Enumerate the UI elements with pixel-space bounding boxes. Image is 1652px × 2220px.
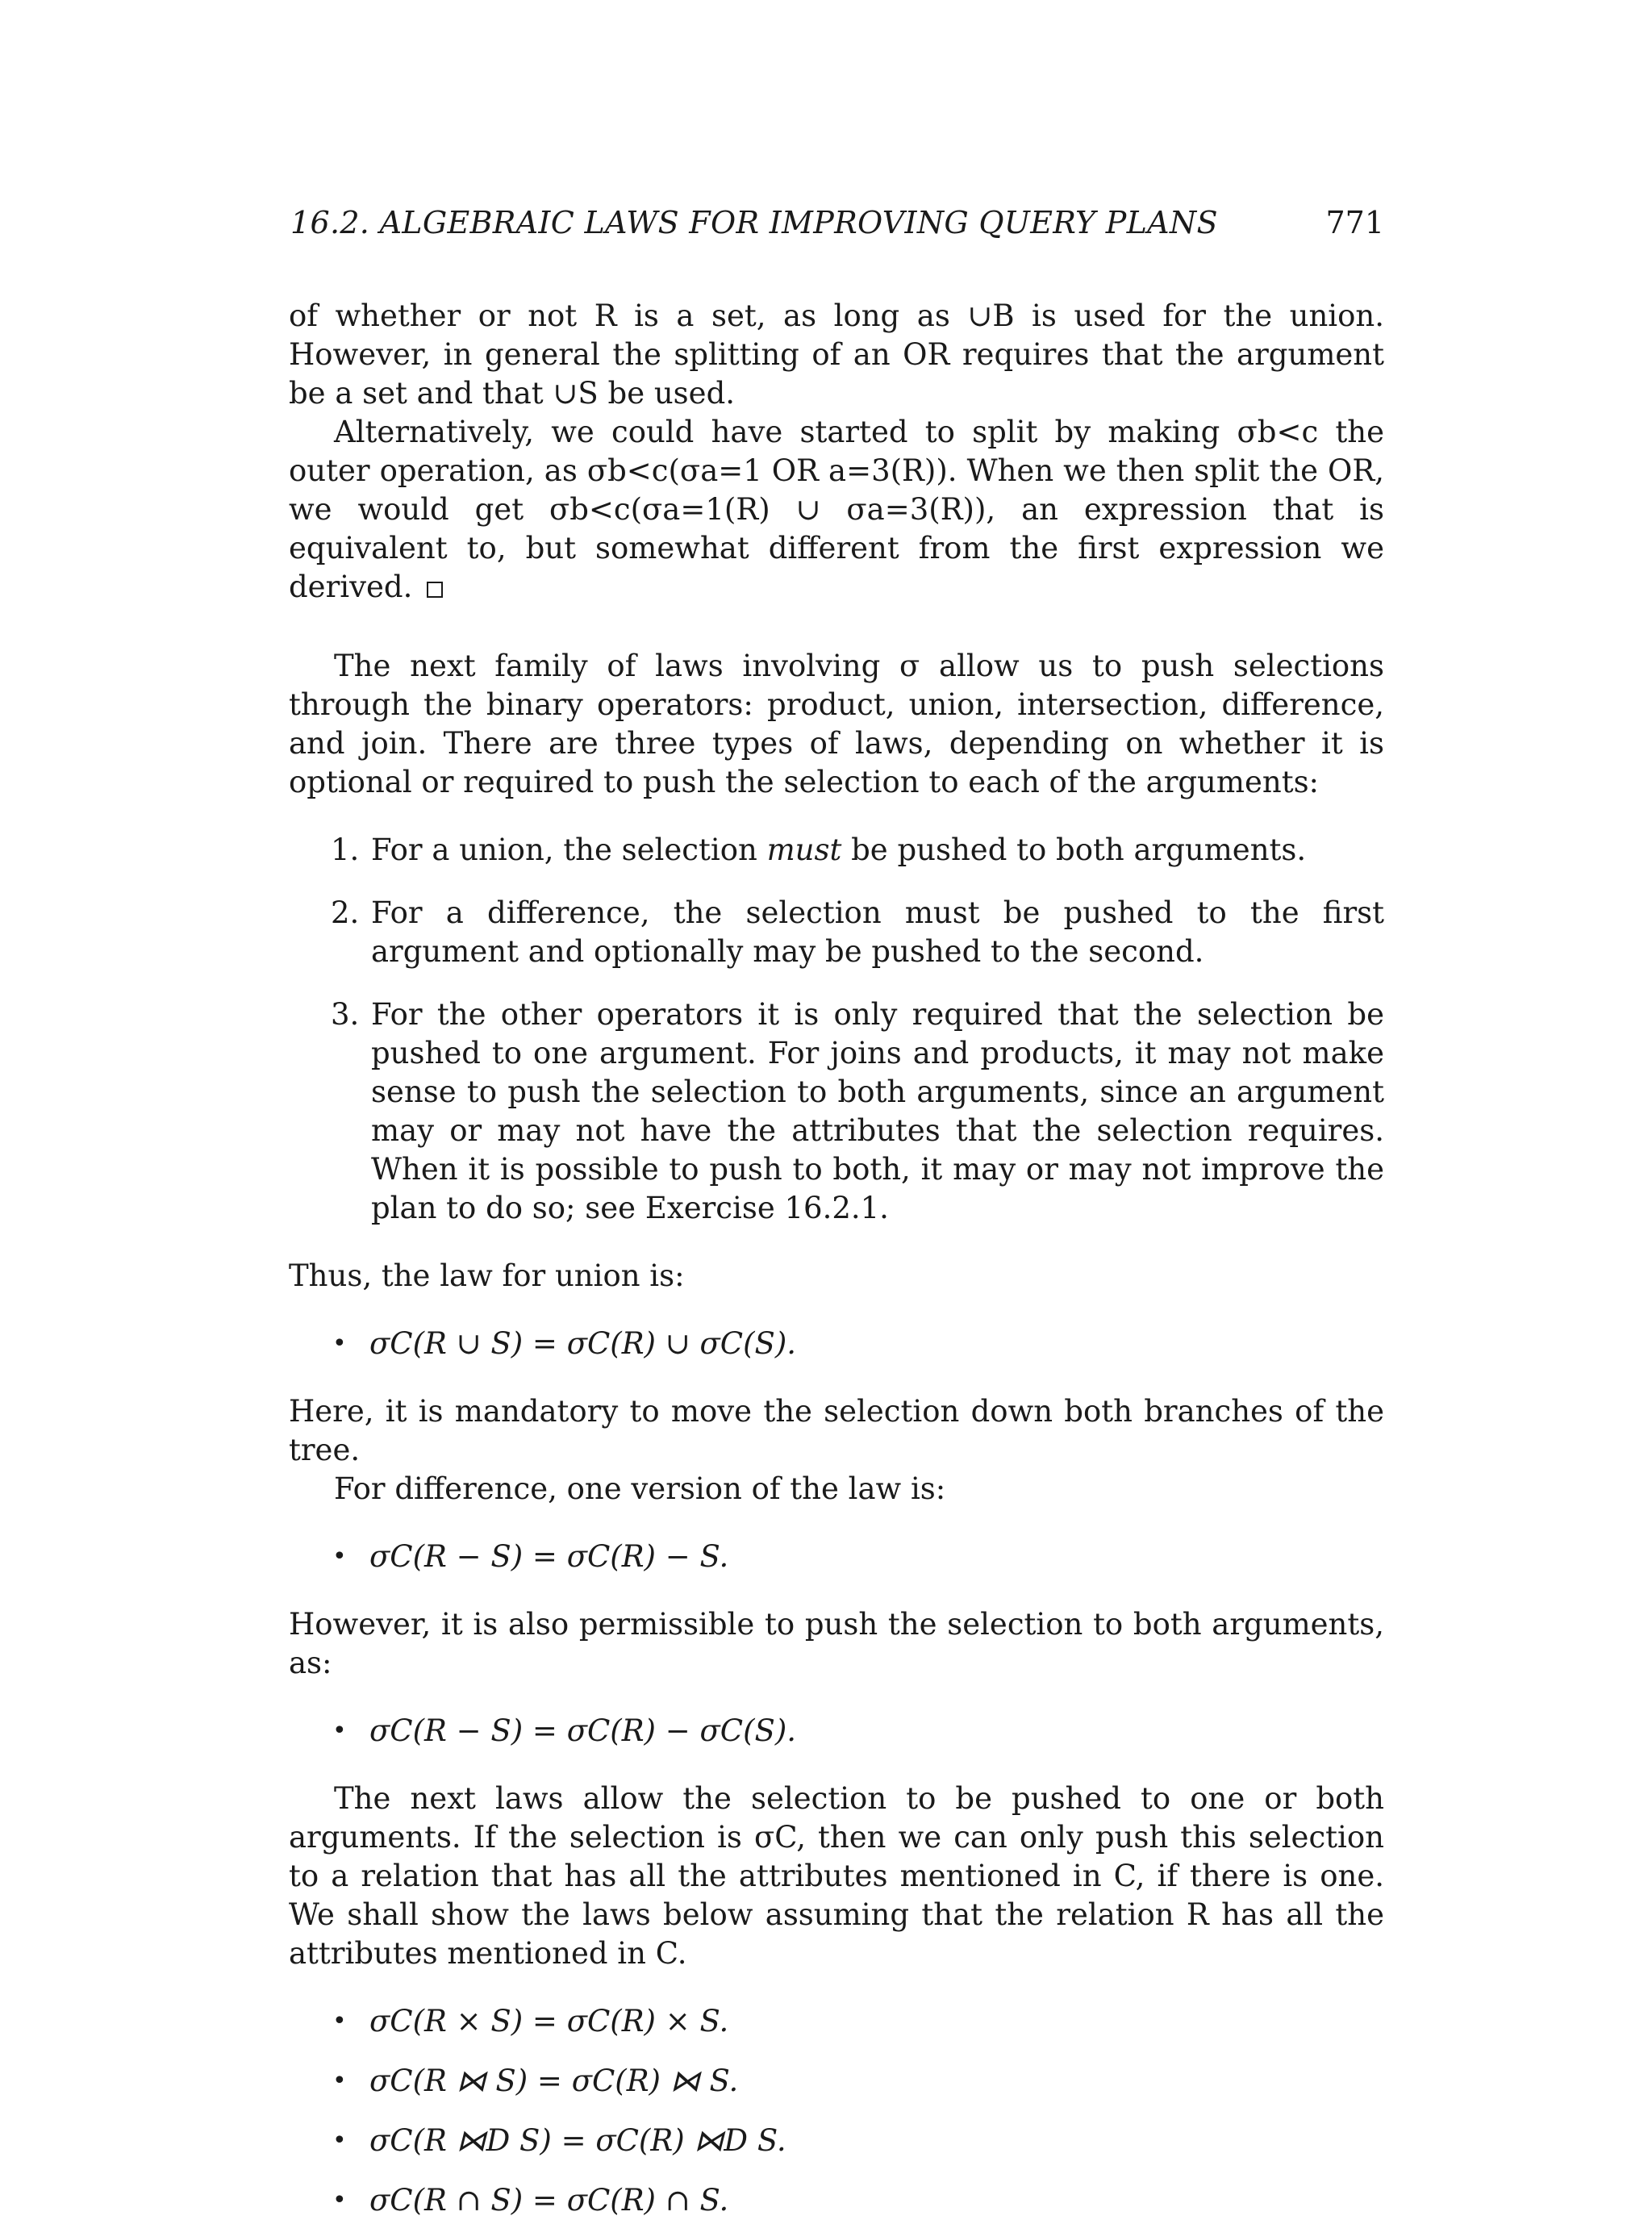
- list-text: For the other operators it is only required that the selection be pushed to one argument. For joins and products, it may not make sense to push the selection to both arguments, since an argument may or may not have the attributes that the selection requires. When it is possible to push to both, it may or may not improve the plan to do so; see Exercise 16.2.1.: [371, 997, 1384, 1225]
- formula-text: σC(R × S) = σC(R) × S.: [369, 2004, 729, 2038]
- page-number: 771: [1325, 205, 1384, 240]
- list-text: For a union, the selection must be pushed to both arguments.: [371, 832, 1307, 867]
- list-item: [331, 831, 1384, 870]
- bullet: •: [332, 2186, 347, 2214]
- formula-text: σC(R − S) = σC(R) − S.: [369, 1539, 729, 1574]
- bullet: •: [332, 1717, 347, 1745]
- page-body: [289, 297, 1384, 2220]
- bullet: •: [332, 2067, 347, 2095]
- paragraph-alternative-split: [289, 413, 1384, 607]
- bullet: •: [332, 1329, 347, 1358]
- qed-box-icon: [427, 582, 443, 598]
- emphasis-text: must: [766, 832, 842, 867]
- list-number: 2.: [331, 895, 360, 930]
- bullet: •: [332, 2126, 347, 2155]
- paragraph-permissible: However, it is also permissible to push the selection to both arguments, as:: [289, 1607, 1384, 1680]
- formula-union: [332, 1325, 1384, 1363]
- formula-text: σC(R ∩ S) = σC(R) ∩ S.: [369, 2183, 729, 2218]
- list-item: [331, 995, 1384, 1228]
- paragraph-binary-operators: The next family of laws involving σ allow us to push selections through the binary operators: product, union, intersection, difference, and join. There are three types of laws, depending on whether it is optional or required to push the selection to each of the arguments:: [289, 649, 1384, 799]
- list-number: 1.: [331, 832, 360, 867]
- list-item: [331, 894, 1384, 971]
- formula-theta-join: [332, 2122, 1384, 2160]
- paragraph-mandatory: Here, it is mandatory to move the selection down both branches of the tree.: [289, 1394, 1384, 1467]
- formula-text: σC(R ∪ S) = σC(R) ∪ σC(S).: [369, 1326, 797, 1361]
- formula-text: σC(R ⋈ S) = σC(R) ⋈ S.: [369, 2064, 739, 2098]
- list-number: 3.: [331, 997, 360, 1032]
- bullet: •: [332, 2007, 347, 2035]
- bullet: •: [332, 1542, 347, 1571]
- push-rules-list: [289, 831, 1384, 1228]
- paragraph-next-laws: The next laws allow the selection to be pushed to one or both arguments. If the selection is σC, then we can only push this selection to a relation that has all the attributes mentioned in C, if there is one. We shall show the laws below assuming that the relation R has all the attributes mentioned in C.: [289, 1781, 1384, 1971]
- formula-text: σC(R ⋈D S) = σC(R) ⋈D S.: [369, 2123, 786, 2158]
- formula-product: [332, 2002, 1384, 2041]
- formula-text: σC(R − S) = σC(R) − σC(S).: [369, 1713, 797, 1748]
- section-title: 16.2. ALGEBRAIC LAWS FOR IMPROVING QUERY PLANS: [290, 205, 1218, 240]
- formula-difference-1: [332, 1538, 1384, 1576]
- formula-difference-2: [332, 1712, 1384, 1751]
- running-header: [290, 205, 1384, 240]
- paragraph-continuation: of whether or not R is a set, as long as ∪B is used for the union. However, in general the splitting of an OR requires that the argument be a set and that ∪S be used.: [289, 298, 1384, 411]
- formula-natural-join: [332, 2062, 1384, 2101]
- list-text: For a difference, the selection must be pushed to the first argument and optionally may be pushed to the second.: [371, 895, 1384, 969]
- paragraph-difference-intro: For difference, one version of the law is:: [334, 1471, 946, 1506]
- paragraph-union-intro: Thus, the law for union is:: [289, 1258, 685, 1293]
- formula-intersection: [332, 2181, 1384, 2220]
- paragraph-text: Alternatively, we could have started to split by making σb<c the outer operation, as σb<c(σa=1 OR a=3(R)). When we then split the OR, we would get σb<c(σa=1(R) ∪ σa=3(R)), an expression that is equivalent to, but somewhat different from the first expression we derived.: [289, 415, 1384, 604]
